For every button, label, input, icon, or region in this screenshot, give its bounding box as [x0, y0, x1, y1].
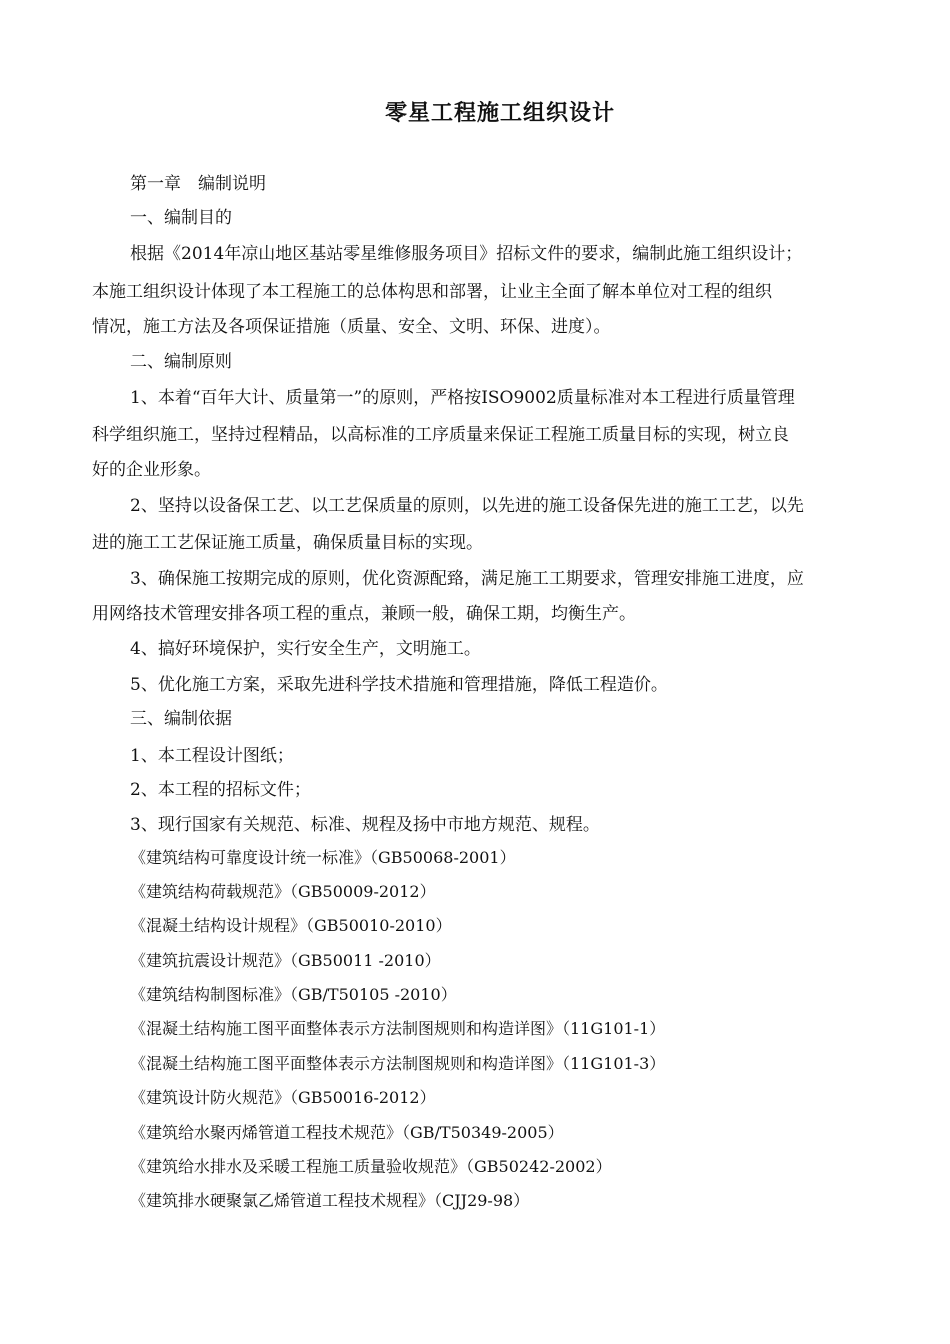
document-title: 零星工程施工组织设计	[384, 100, 615, 126]
section-heading-principles: 二、编制原则	[130, 352, 232, 372]
paragraph-line: 1、本着“百年大计、质量第一”的原则，严格按ISO9002质量标准对本工程进行质量管理	[130, 388, 795, 408]
reference-item: 《建筑结构制图标准》（GB/T50105 -2010）	[130, 985, 457, 1004]
reference-item: 《混凝土结构设计规程》（GB50010-2010）	[130, 916, 452, 935]
paragraph-line: 4、搞好环境保护，实行安全生产，文明施工。	[130, 639, 481, 659]
paragraph-line: 5、优化施工方案，采取先进科学技术措施和管理措施，降低工程造价。	[130, 675, 668, 695]
list-item: 1、本工程设计图纸；	[130, 746, 294, 766]
paragraph-line: 2、坚持以设备保工艺、以工艺保质量的原则，以先进的施工设备保先进的施工工艺，以先	[130, 496, 804, 516]
reference-item: 《建筑排水硬聚氯乙烯管道工程技术规程》（CJJ29-98）	[130, 1191, 530, 1210]
paragraph-line: 根据《2014年凉山地区基站零星维修服务项目》招标文件的要求，编制此施工组织设计；	[130, 244, 803, 264]
reference-item: 《混凝土结构施工图平面整体表示方法制图规则和构造详图》（11G101-1）	[130, 1019, 666, 1038]
paragraph-line: 情况，施工方法及各项保证措施（质量、安全、文明、环保、进度）。	[92, 317, 611, 337]
reference-item: 《建筑结构荷载规范》（GB50009-2012）	[130, 882, 436, 901]
reference-item: 《建筑设计防火规范》（GB50016-2012）	[130, 1088, 436, 1107]
chapter-heading: 第一章 编制说明	[130, 174, 266, 194]
list-item: 2、本工程的招标文件；	[130, 780, 311, 800]
paragraph-line: 进的施工工艺保证施工质量，确保质量目标的实现。	[92, 533, 483, 553]
reference-item: 《建筑抗震设计规范》（GB50011 -2010）	[130, 951, 441, 970]
paragraph-line: 用网络技术管理安排各项工程的重点，兼顾一般，确保工期，均衡生产。	[92, 604, 636, 624]
paragraph-line: 3、确保施工按期完成的原则，优化资源配臵，满足施工工期要求，管理安排施工进度，应	[130, 569, 804, 589]
paragraph-line: 好的企业形象。	[92, 460, 211, 480]
reference-item: 《建筑给水聚丙烯管道工程技术规范》（GB/T50349-2005）	[130, 1123, 564, 1142]
section-heading-basis: 三、编制依据	[130, 709, 232, 729]
reference-item: 《建筑给水排水及采暖工程施工质量验收规范》（GB50242-2002）	[130, 1157, 612, 1176]
reference-item: 《混凝土结构施工图平面整体表示方法制图规则和构造详图》（11G101-3）	[130, 1054, 666, 1073]
paragraph-line: 本施工组织设计体现了本工程施工的总体构思和部署，让业主全面了解本单位对工程的组织	[92, 282, 772, 302]
paragraph-line: 科学组织施工，坚持过程精品，以高标准的工序质量来保证工程施工质量目标的实现，树立良	[92, 425, 789, 445]
reference-item: 《建筑结构可靠度设计统一标准》（GB50068-2001）	[130, 848, 516, 867]
list-item: 3、现行国家有关规范、标准、规程及扬中市地方规范、规程。	[130, 815, 600, 835]
section-heading-purpose: 一、编制目的	[130, 208, 232, 228]
